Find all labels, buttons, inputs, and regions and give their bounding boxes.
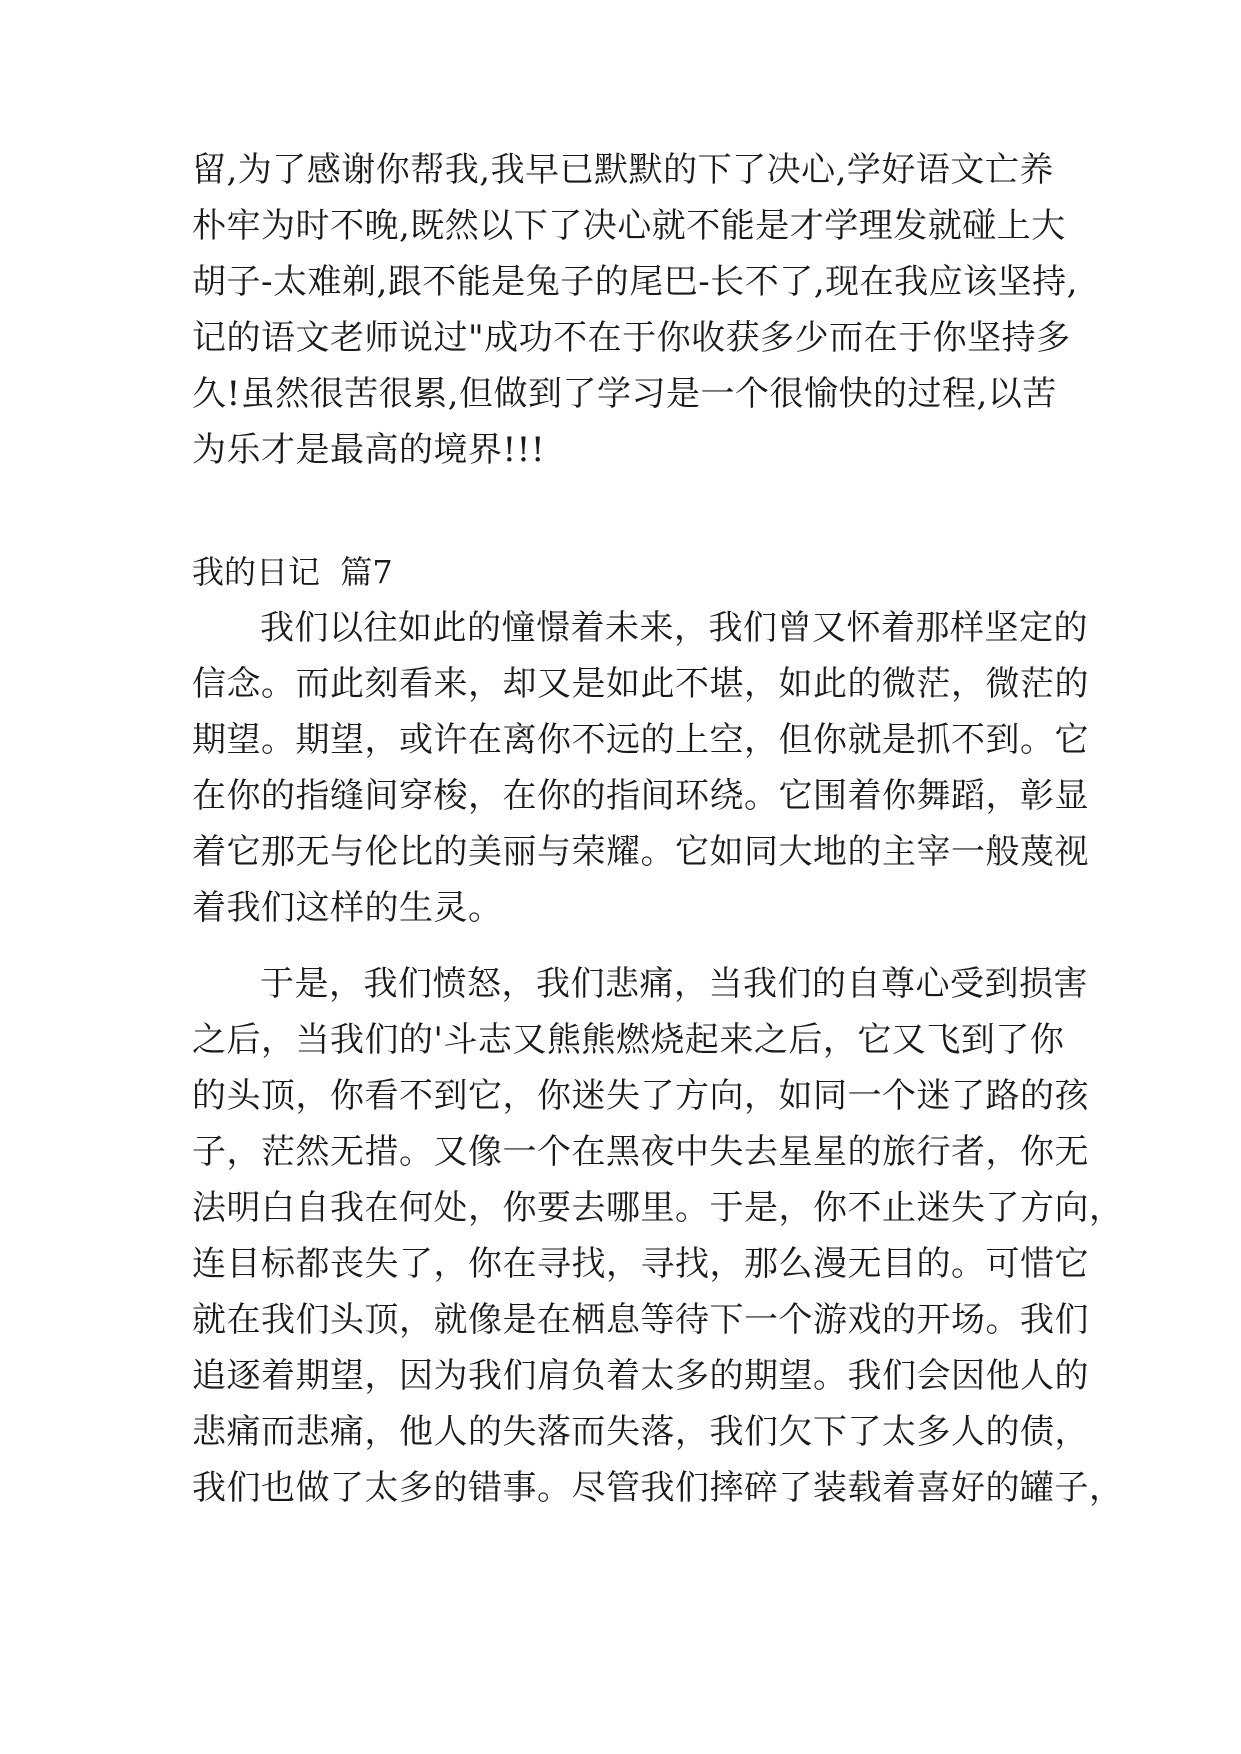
text-line: 悲痛而悲痛，他人的失落而失落，我们欠下了太多人的债， xyxy=(192,1412,1089,1452)
text-line: 记的语文老师说过"成功不在于你收获多少而在于你坚持多 xyxy=(192,318,1071,358)
section-title: 我的日记 篇7 xyxy=(192,553,393,591)
text-line: 连目标都丧失了，你在寻找，寻找，那么漫无目的。可惜它 xyxy=(192,1244,1089,1284)
text-line: 就在我们头顶，就像是在栖息等待下一个游戏的开场。我们 xyxy=(192,1300,1089,1340)
text-line: 着它那无与伦比的美丽与荣耀。它如同大地的主宰一般蔑视 xyxy=(192,832,1089,872)
text-line: 于是，我们愤怒，我们悲痛，当我们的自尊心受到损害 xyxy=(260,964,1088,1004)
text-line: 信念。而此刻看来，却又是如此不堪，如此的微茫，微茫的 xyxy=(192,664,1089,704)
text-line: 在你的指缝间穿梭，在你的指间环绕。它围着你舞蹈，彰显 xyxy=(192,776,1089,816)
text-line: 子，茫然无措。又像一个在黑夜中失去星星的旅行者，你无 xyxy=(192,1132,1089,1172)
text-line: 久!虽然很苦很累,但做到了学习是一个很愉快的过程,以苦 xyxy=(192,374,1057,414)
text-line: 法明白自我在何处，你要去哪里。于是，你不止迷失了方向， xyxy=(192,1188,1124,1228)
text-line: 胡子-太难剃,跟不能是兔子的尾巴-长不了,现在我应该坚持, xyxy=(192,262,1078,302)
text-line: 追逐着期望，因为我们肩负着太多的期望。我们会因他人的 xyxy=(192,1356,1089,1396)
text-line: 我们以往如此的憧憬着未来，我们曾又怀着那样坚定的 xyxy=(260,608,1088,648)
text-line: 期望。期望，或许在离你不远的上空，但你就是抓不到。它 xyxy=(192,720,1089,760)
text-line: 我们也做了太多的错事。尽管我们摔碎了装载着喜好的罐子， xyxy=(192,1468,1124,1508)
text-line: 的头顶，你看不到它，你迷失了方向，如同一个迷了路的孩 xyxy=(192,1076,1089,1116)
text-line: 为乐才是最高的境界!!! xyxy=(192,430,545,470)
text-line: 朴牢为时不晚,既然以下了决心就不能是才学理发就碰上大 xyxy=(192,206,1066,246)
text-line: 留,为了感谢你帮我,我早已默默的下了决心,学好语文亡养 xyxy=(192,150,1054,190)
text-line: 着我们这样的生灵。 xyxy=(192,888,503,928)
text-line: 之后，当我们的'斗志又熊熊燃烧起来之后，它又飞到了你 xyxy=(192,1020,1065,1060)
